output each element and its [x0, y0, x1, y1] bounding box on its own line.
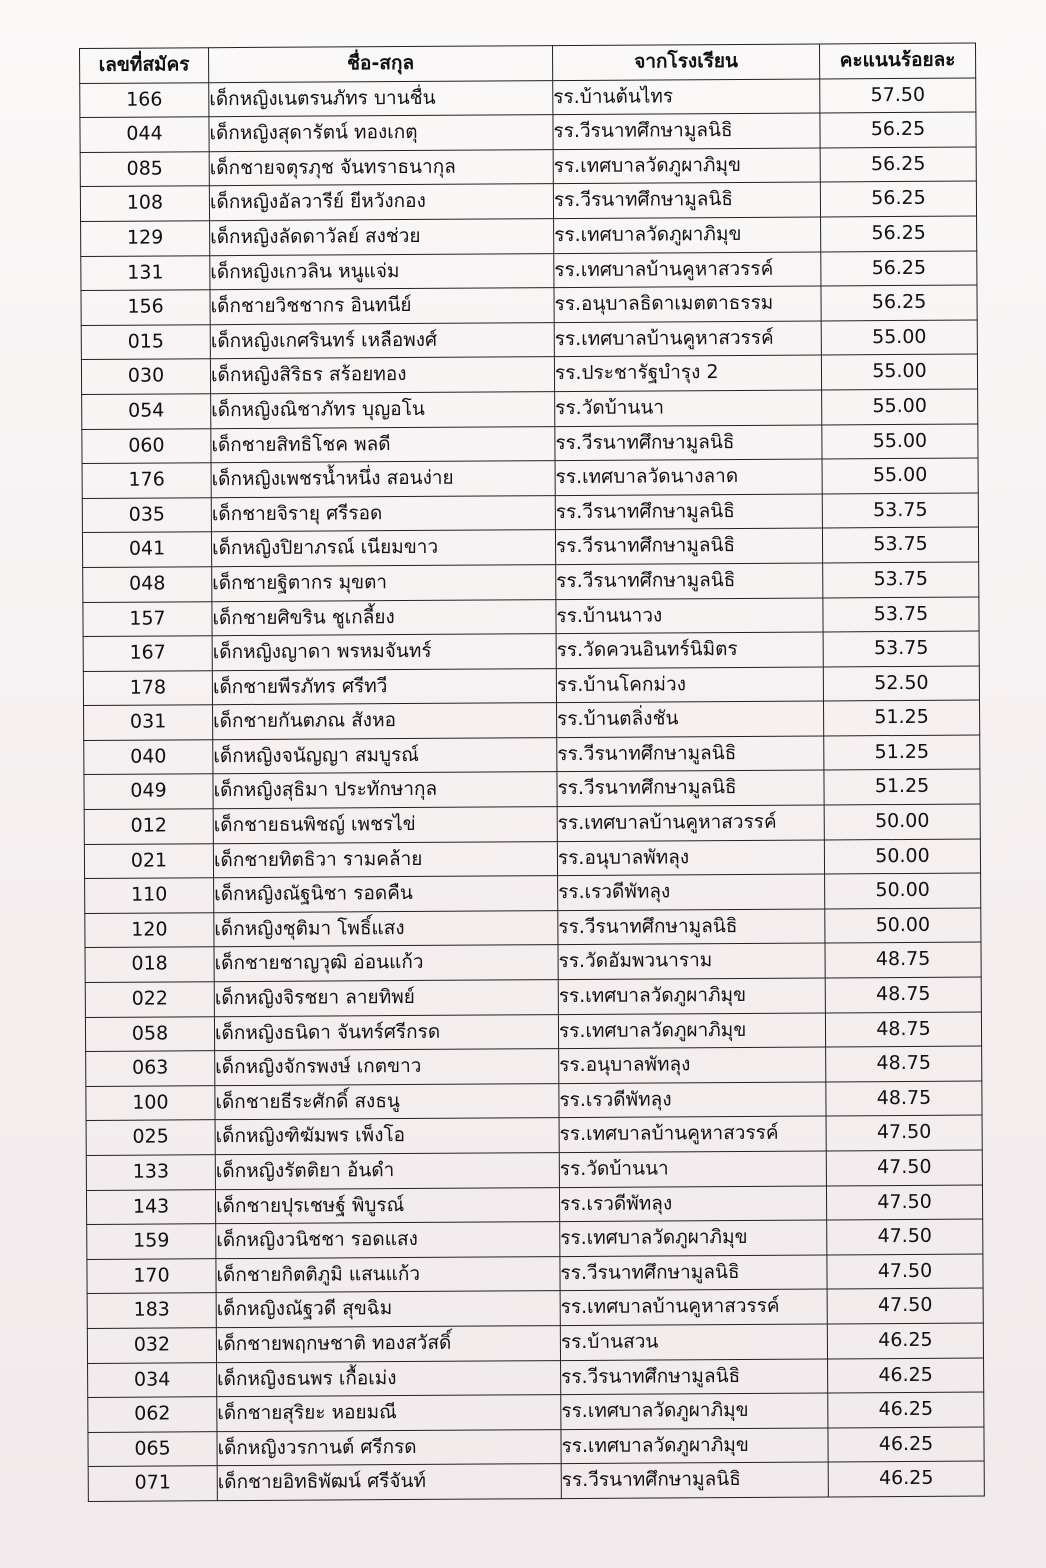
- school-cell: รร.อนุบาลพัทลุง: [557, 840, 824, 876]
- score-cell: 50.00: [824, 839, 980, 875]
- table-row: [87, 1323, 983, 1363]
- score-cell: 55.00: [822, 424, 978, 460]
- table-row: [85, 1012, 981, 1052]
- school-cell: รร.บ้านตลิ่งชัน: [557, 701, 824, 737]
- full-name-cell: เด็กชายศิขริน ชูเกลี้ยง: [212, 599, 556, 636]
- applicant-number-cell: 120: [85, 913, 214, 948]
- score-cell: 53.75: [822, 493, 978, 529]
- score-cell: 48.75: [825, 942, 981, 978]
- applicant-number-cell: 021: [84, 843, 213, 878]
- score-cell: 56.25: [820, 112, 976, 148]
- school-cell: รร.เรวดีพัทลุง: [558, 874, 825, 910]
- table-row: [87, 1254, 983, 1294]
- full-name-cell: เด็กหญิงเกวลิน หนูแจ่ม: [210, 253, 554, 290]
- school-cell: รร.วีรนาทศึกษามูลนิธิ: [558, 909, 825, 945]
- school-cell: รร.เรวดีพัทลุง: [559, 1186, 826, 1222]
- table-row: [81, 251, 977, 291]
- applicant-number-cell: 166: [80, 82, 209, 117]
- applicant-number-cell: 071: [88, 1466, 217, 1501]
- header-score-percent: คะแนนร้อยละ: [819, 43, 975, 79]
- applicant-number-cell: 065: [88, 1431, 217, 1466]
- applicant-number-cell: 035: [82, 497, 211, 532]
- score-cell: 51.25: [824, 700, 980, 736]
- full-name-cell: เด็กหญิงสิริธร สร้อยทอง: [210, 357, 554, 394]
- table-row: [86, 1046, 982, 1086]
- table-body: [80, 78, 985, 1502]
- score-cell: 47.50: [826, 1150, 982, 1186]
- score-cell: 56.25: [820, 147, 976, 183]
- table-row: [84, 700, 980, 740]
- school-cell: รร.เทศบาลวัดภูผาภิมุข: [553, 148, 820, 184]
- table-row: [84, 769, 980, 809]
- score-cell: 50.00: [825, 873, 981, 909]
- full-name-cell: เด็กหญิงญาดา พรหมจันทร์: [212, 634, 556, 671]
- header-applicant-number: เลขที่สมัคร: [80, 48, 209, 83]
- full-name-cell: เด็กหญิงณิชาภัทร บุญอโน: [211, 392, 555, 429]
- score-cell: 55.00: [821, 320, 977, 356]
- full-name-cell: เด็กชายสุริยะ หอยมณี: [217, 1395, 561, 1432]
- table-row: [82, 493, 978, 533]
- table-row: [83, 631, 979, 671]
- applicant-number-cell: 022: [85, 982, 214, 1017]
- table-row: [86, 1115, 982, 1155]
- school-cell: รร.วีรนาทศึกษามูลนิธิ: [556, 563, 823, 599]
- score-cell: 48.75: [825, 1012, 981, 1048]
- full-name-cell: เด็กหญิงชุติมา โพธิ์แสง: [214, 910, 558, 947]
- table-row: [82, 458, 978, 498]
- applicant-number-cell: 129: [81, 221, 210, 256]
- full-name-cell: เด็กหญิงจิรชยา ลายทิพย์: [214, 980, 558, 1017]
- applicant-number-cell: 085: [80, 151, 209, 186]
- score-cell: 55.00: [821, 354, 977, 390]
- table-header: [80, 43, 976, 83]
- school-cell: รร.วีรนาทศึกษามูลนิธิ: [557, 736, 824, 772]
- school-cell: รร.เทศบาลวัดภูผาภิมุข: [561, 1393, 828, 1429]
- applicant-number-cell: 032: [87, 1328, 216, 1363]
- score-cell: 53.75: [822, 527, 978, 563]
- score-cell: 55.00: [822, 458, 978, 494]
- score-cell: 47.50: [826, 1185, 982, 1221]
- score-cell: 56.25: [820, 181, 976, 217]
- table-row: [83, 666, 979, 706]
- applicant-number-cell: 049: [84, 774, 213, 809]
- applicant-number-cell: 044: [80, 117, 209, 152]
- full-name-cell: เด็กชายธีระศักดิ์ สงธนู: [215, 1083, 559, 1120]
- table-row: [81, 216, 977, 256]
- school-cell: รร.วีรนาทศึกษามูลนิธิ: [557, 770, 824, 806]
- applicant-number-cell: 157: [83, 601, 212, 636]
- score-cell: 46.25: [828, 1461, 984, 1497]
- school-cell: รร.อนุบาลพัทลุง: [559, 1047, 826, 1083]
- table-row: [82, 527, 978, 567]
- table-row: [88, 1427, 984, 1467]
- applicant-number-cell: 040: [84, 740, 213, 775]
- full-name-cell: เด็กหญิงลัดดาวัลย์ สงช่วย: [210, 219, 554, 256]
- applicant-number-cell: 131: [81, 255, 210, 290]
- applicant-number-cell: 062: [88, 1397, 217, 1432]
- applicant-number-cell: 183: [87, 1293, 216, 1328]
- full-name-cell: เด็กชายกันตภณ สังหอ: [213, 703, 557, 740]
- score-cell: 46.25: [828, 1392, 984, 1428]
- school-cell: รร.เทศบาลบ้านคูหาสวรรค์: [560, 1289, 827, 1325]
- table-row: [84, 804, 980, 844]
- applicant-number-cell: 030: [81, 359, 210, 394]
- full-name-cell: เด็กชายจิรายุ ศรีรอด: [211, 495, 555, 532]
- score-cell: 55.00: [822, 389, 978, 425]
- full-name-cell: เด็กชายฐิตากร มุขตา: [212, 565, 556, 602]
- table-row: [88, 1461, 984, 1501]
- school-cell: รร.วีรนาทศึกษามูลนิธิ: [555, 494, 822, 530]
- score-cell: 47.50: [827, 1254, 983, 1290]
- applicant-number-cell: 034: [88, 1362, 217, 1397]
- school-cell: รร.วัดบ้านนา: [559, 1151, 826, 1187]
- full-name-cell: เด็กชายกิตติภูมิ แสนแก้ว: [216, 1256, 560, 1293]
- table-row: [85, 977, 981, 1017]
- score-cell: 53.75: [823, 631, 979, 667]
- school-cell: รร.อนุบาลธิดาเมตตาธรรม: [554, 286, 821, 322]
- full-name-cell: เด็กหญิงจักรพงษ์ เกตขาว: [215, 1049, 559, 1086]
- full-name-cell: เด็กชายทิตธิวา รามคล้าย: [213, 841, 557, 878]
- school-cell: รร.เทศบาลบ้านคูหาสวรรค์: [559, 1116, 826, 1152]
- score-cell: 46.25: [827, 1323, 983, 1359]
- applicant-number-cell: 054: [82, 394, 211, 429]
- school-cell: รร.เทศบาลบ้านคูหาสวรรค์: [554, 252, 821, 288]
- score-cell: 47.50: [827, 1219, 983, 1255]
- applicant-number-cell: 110: [85, 878, 214, 913]
- table-row: [85, 908, 981, 948]
- table-row: [87, 1288, 983, 1328]
- score-cell: 48.75: [826, 1046, 982, 1082]
- school-cell: รร.เรวดีพัทลุง: [559, 1082, 826, 1118]
- applicant-number-cell: 133: [86, 1155, 215, 1190]
- score-cell: 48.75: [825, 977, 981, 1013]
- full-name-cell: เด็กหญิงวรกานต์ ศรีกรด: [217, 1429, 561, 1466]
- school-cell: รร.วีรนาทศึกษามูลนิธิ: [555, 425, 822, 461]
- header-row: [80, 43, 976, 83]
- table-row: [81, 354, 977, 394]
- school-cell: รร.เทศบาลวัดภูผาภิมุข: [558, 1013, 825, 1049]
- full-name-cell: เด็กชายธนพิชญ์ เพชรไข่: [213, 807, 557, 844]
- score-cell: 56.25: [821, 285, 977, 321]
- school-cell: รร.บ้านโคกม่วง: [556, 667, 823, 703]
- score-cell: 51.25: [824, 735, 980, 771]
- applicant-number-cell: 060: [82, 428, 211, 463]
- table-row: [81, 320, 977, 360]
- full-name-cell: เด็กหญิงธนิดา จันทร์ศรีกรด: [214, 1014, 558, 1051]
- full-name-cell: เด็กหญิงสุธิมา ประทักษากุล: [213, 772, 557, 809]
- score-cell: 52.50: [823, 666, 979, 702]
- table-row: [80, 147, 976, 187]
- full-name-cell: เด็กหญิงเนตรนภัทร บานชื่น: [209, 80, 553, 117]
- table-row: [80, 78, 976, 118]
- full-name-cell: เด็กหญิงเกศรินทร์ เหลือพงศ์: [210, 322, 554, 359]
- full-name-cell: เด็กหญิงอัลวารีย์ ยีหวังกอง: [209, 184, 553, 221]
- table-row: [86, 1081, 982, 1121]
- full-name-cell: เด็กหญิงรัตติยา อ้นดำ: [215, 1153, 559, 1190]
- full-name-cell: เด็กหญิงณัฐนิชา รอดคืน: [214, 876, 558, 913]
- applicant-number-cell: 012: [84, 809, 213, 844]
- applicant-number-cell: 063: [86, 1051, 215, 1086]
- school-cell: รร.วีรนาทศึกษามูลนิธิ: [560, 1255, 827, 1291]
- school-cell: รร.วีรนาทศึกษามูลนิธิ: [553, 113, 820, 149]
- school-cell: รร.วีรนาทศึกษามูลนิธิ: [553, 182, 820, 218]
- table-row: [82, 389, 978, 429]
- school-cell: รร.เทศบาลวัดนางลาด: [555, 459, 822, 495]
- applicant-number-cell: 156: [81, 290, 210, 325]
- table-row: [83, 597, 979, 637]
- school-cell: รร.บ้านต้นไทร: [553, 79, 820, 115]
- applicant-number-cell: 108: [80, 186, 209, 221]
- full-name-cell: เด็กหญิงฑิฆัมพร เพ็งโอ: [215, 1118, 559, 1155]
- score-cell: 46.25: [828, 1427, 984, 1463]
- full-name-cell: เด็กหญิงสุดารัตน์ ทองเกตุ: [209, 115, 553, 152]
- applicant-number-cell: 100: [86, 1086, 215, 1121]
- score-cell: 53.75: [823, 562, 979, 598]
- table-row: [88, 1392, 984, 1432]
- full-name-cell: เด็กชายวิชชากร อินทนีย์: [210, 288, 554, 325]
- header-full-name: ชื่อ-สกุล: [209, 46, 553, 83]
- applicant-number-cell: 143: [86, 1189, 215, 1224]
- table-row: [80, 112, 976, 152]
- applicant-number-cell: 048: [83, 567, 212, 602]
- table-row: [86, 1185, 982, 1225]
- full-name-cell: เด็กหญิงณัฐวดี สุขฉิม: [216, 1291, 560, 1328]
- table-row: [88, 1358, 984, 1398]
- school-cell: รร.วัดควนอินทร์นิมิตร: [556, 632, 823, 668]
- school-cell: รร.เทศบาลวัดภูผาภิมุข: [560, 1220, 827, 1256]
- table-row: [81, 285, 977, 325]
- school-cell: รร.วีรนาทศึกษามูลนิธิ: [555, 528, 822, 564]
- applicant-number-cell: 159: [87, 1224, 216, 1259]
- school-cell: รร.วีรนาทศึกษามูลนิธิ: [561, 1462, 828, 1498]
- full-name-cell: เด็กชายพฤกษชาติ ทองสวัสดิ์: [216, 1326, 560, 1363]
- table-row: [83, 562, 979, 602]
- applicant-number-cell: 031: [84, 705, 213, 740]
- full-name-cell: เด็กชายสิทธิโชค พลดี: [211, 426, 555, 463]
- full-name-cell: เด็กหญิงธนพร เกื้อเม่ง: [217, 1360, 561, 1397]
- applicant-number-cell: 176: [82, 463, 211, 498]
- score-cell: 53.75: [823, 597, 979, 633]
- school-cell: รร.เทศบาลบ้านคูหาสวรรค์: [557, 805, 824, 841]
- score-cell: 50.00: [824, 804, 980, 840]
- applicant-number-cell: 167: [83, 636, 212, 671]
- score-cell: 57.50: [820, 78, 976, 114]
- school-cell: รร.เทศบาลวัดภูผาภิมุข: [558, 978, 825, 1014]
- score-cell: 48.75: [826, 1081, 982, 1117]
- full-name-cell: เด็กหญิงจนัญญา สมบูรณ์: [213, 737, 557, 774]
- full-name-cell: เด็กชายจตุรภุช จันทราธนากุล: [209, 149, 553, 186]
- applicant-number-cell: 018: [85, 947, 214, 982]
- full-name-cell: เด็กหญิงปิยาภรณ์ เนียมขาว: [211, 530, 555, 567]
- score-cell: 47.50: [826, 1115, 982, 1151]
- table-row: [82, 424, 978, 464]
- score-cell: 56.25: [821, 216, 977, 252]
- table-row: [80, 181, 976, 221]
- school-cell: รร.วัดอัมพวนาราม: [558, 943, 825, 979]
- school-cell: รร.วีรนาทศึกษามูลนิธิ: [561, 1359, 828, 1395]
- full-name-cell: เด็กหญิงเพชรน้ำหนึ่ง สอนง่าย: [211, 461, 555, 498]
- full-name-cell: เด็กหญิงวนิชชา รอดแสง: [216, 1222, 560, 1259]
- results-table: [79, 43, 985, 1502]
- school-cell: รร.บ้านสวน: [560, 1324, 827, 1360]
- score-cell: 50.00: [825, 908, 981, 944]
- score-cell: 46.25: [828, 1358, 984, 1394]
- table-row: [85, 942, 981, 982]
- table-row: [86, 1150, 982, 1190]
- full-name-cell: เด็กชายปุรเชษฐ์ พิบูรณ์: [215, 1187, 559, 1224]
- applicant-number-cell: 025: [86, 1120, 215, 1155]
- table-row: [85, 873, 981, 913]
- header-school: จากโรงเรียน: [552, 44, 819, 80]
- school-cell: รร.บ้านนาวง: [556, 597, 823, 633]
- applicant-number-cell: 015: [81, 324, 210, 359]
- school-cell: รร.เทศบาลวัดภูผาภิมุข: [554, 217, 821, 253]
- applicant-number-cell: 058: [85, 1016, 214, 1051]
- applicant-number-cell: 041: [82, 532, 211, 567]
- full-name-cell: เด็กชายอิทธิพัฒน์ ศรีจันท์: [217, 1464, 561, 1501]
- school-cell: รร.เทศบาลวัดภูผาภิมุข: [561, 1428, 828, 1464]
- school-cell: รร.เทศบาลบ้านคูหาสวรรค์: [554, 321, 821, 357]
- school-cell: รร.วัดบ้านนา: [555, 390, 822, 426]
- applicant-number-cell: 178: [83, 670, 212, 705]
- full-name-cell: เด็กชายชาญวุฒิ อ่อนแก้ว: [214, 945, 558, 982]
- school-cell: รร.ประชารัฐบำรุง 2: [554, 355, 821, 391]
- full-name-cell: เด็กชายพีรภัทร ศรีทวี: [212, 668, 556, 705]
- score-cell: 47.50: [827, 1288, 983, 1324]
- score-cell: 56.25: [821, 251, 977, 287]
- table-row: [87, 1219, 983, 1259]
- score-cell: 51.25: [824, 769, 980, 805]
- table-row: [84, 839, 980, 879]
- applicant-number-cell: 170: [87, 1258, 216, 1293]
- table-row: [84, 735, 980, 775]
